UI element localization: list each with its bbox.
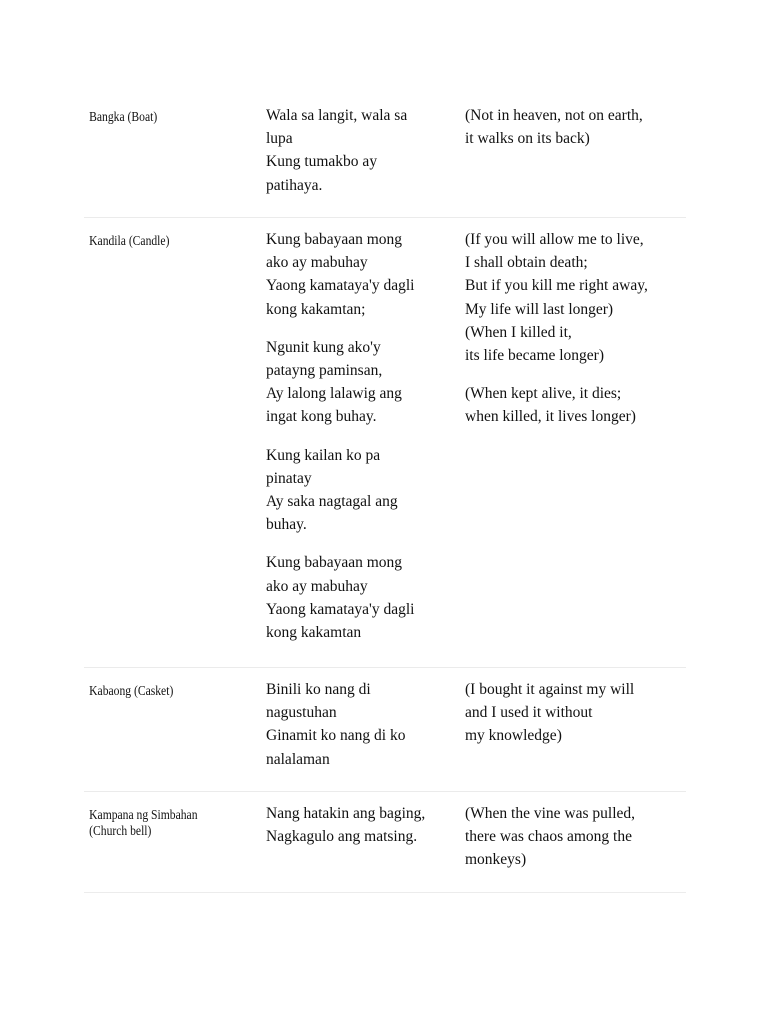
riddle-line: Yaong kamataya'y dagli	[266, 600, 415, 618]
translation-line: I shall obtain death;	[465, 254, 588, 272]
answer-text: Kampana ng Simbahan	[89, 807, 198, 822]
riddle-line: Kung babayaan mong	[266, 231, 403, 248]
riddle-line: nalalaman	[266, 750, 330, 768]
riddle-line: Wala sa langit, wala sa	[266, 107, 408, 124]
translation-line: (Not in heaven, not on earth,	[465, 107, 643, 124]
riddle-line: lupa	[266, 130, 293, 148]
riddle-line: ako ay mabuhay	[266, 254, 368, 272]
riddle-line: Kung babayaan mong	[266, 554, 403, 572]
riddle-line: Ngunit kung ako'y	[266, 338, 381, 356]
translation-line: (When the vine was pulled,	[465, 805, 636, 822]
riddle-cell	[260, 104, 459, 217]
answer-cell	[84, 802, 235, 892]
riddle-line: buhay.	[266, 516, 307, 534]
riddle-line: nagustuhan	[266, 704, 337, 722]
answer-text: Kandila (Candle)	[89, 233, 170, 248]
riddle-line: ingat kong buhay.	[266, 408, 377, 426]
translation-line: My life will last longer)	[465, 300, 614, 318]
riddle-stanza	[266, 802, 459, 848]
riddle-line: ako ay mabuhay	[266, 577, 368, 595]
answer-text: Kabaong (Casket)	[89, 683, 174, 698]
riddle-line: patihaya.	[266, 176, 323, 194]
table-row	[84, 792, 686, 893]
riddle-line: Kung kailan ko pa	[266, 446, 381, 464]
answer-text: (Church bell)	[89, 823, 152, 838]
answer-text: Bangka (Boat)	[89, 109, 158, 124]
translation-line: (When I killed it,	[465, 323, 572, 341]
translation-stanza	[465, 802, 686, 872]
riddle-line: Yaong kamataya'y dagli	[266, 277, 415, 295]
translation-line: (I bought it against my will	[465, 681, 635, 698]
riddle-stanza	[266, 104, 459, 197]
translation-line: its life became longer)	[465, 347, 605, 365]
translation-line: and I used it without	[465, 704, 593, 722]
table-row	[84, 668, 686, 792]
riddle-cell	[260, 802, 459, 892]
riddle-line: kong kakamtan;	[266, 300, 366, 318]
riddle-stanza	[266, 336, 459, 429]
translation-line: it walks on its back)	[465, 130, 590, 148]
table-row	[84, 218, 686, 668]
riddle-line: Ay saka nagtagal ang	[266, 493, 398, 511]
translation-line: there was chaos among the	[465, 828, 632, 846]
riddle-line: Nagkagulo ang matsing.	[266, 828, 418, 846]
translation-stanza	[465, 382, 686, 428]
translation-stanza	[465, 678, 686, 748]
riddle-stanza	[266, 444, 459, 537]
translation-line: monkeys)	[465, 851, 527, 869]
translation-cell	[459, 228, 686, 667]
answer-cell	[84, 678, 235, 791]
riddle-line: Kung tumakbo ay	[266, 153, 378, 171]
riddle-stanza	[266, 678, 459, 771]
translation-line: (When kept alive, it dies;	[465, 385, 622, 403]
translation-cell	[459, 802, 686, 892]
translation-stanza	[465, 104, 686, 150]
riddle-stanza	[266, 228, 459, 321]
riddle-cell	[260, 678, 459, 791]
riddle-line: Binili ko nang di	[266, 681, 371, 698]
riddle-line: patayng paminsan,	[266, 362, 383, 380]
riddle-line: pinatay	[266, 469, 312, 487]
translation-cell	[459, 678, 686, 791]
translation-line: my knowledge)	[465, 727, 562, 745]
translation-stanza	[465, 228, 686, 367]
table-row	[84, 94, 686, 218]
riddle-cell	[260, 228, 459, 667]
riddle-line: Nang hatakin ang baging,	[266, 805, 426, 822]
answer-cell	[84, 228, 235, 667]
translation-cell	[459, 104, 686, 217]
translation-line: when killed, it lives longer)	[465, 408, 636, 426]
riddle-line: Ginamit ko nang di ko	[266, 727, 406, 745]
riddle-line: kong kakamtan	[266, 624, 362, 642]
translation-line: (If you will allow me to live,	[465, 231, 644, 248]
answer-cell	[84, 104, 235, 217]
riddles-table	[84, 94, 686, 893]
translation-line: But if you kill me right away,	[465, 277, 648, 295]
riddle-line: Ay lalong lalawig ang	[266, 385, 402, 403]
riddle-stanza	[266, 551, 459, 644]
